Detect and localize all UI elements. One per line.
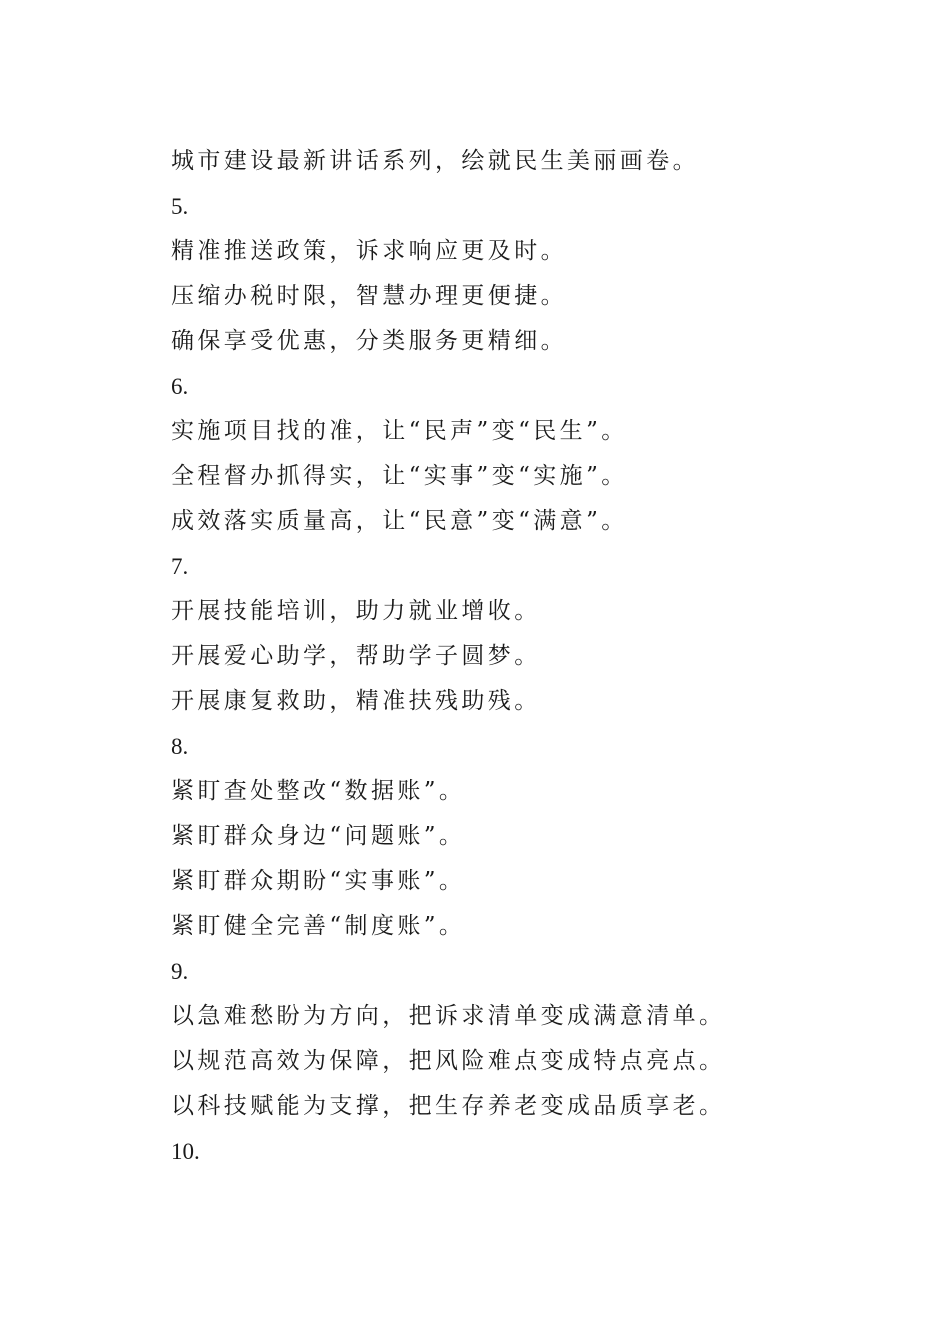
text-line: 紧盯群众身边“问题账”。: [171, 823, 466, 849]
text-line: 以科技赋能为支撑，把生存养老变成品质享老。: [171, 1093, 726, 1119]
text-line: 紧盯查处整改“数据账”。: [171, 778, 466, 804]
text-line: 实施项目找的准，让“民声”变“民生”。: [171, 418, 628, 444]
section-number: 8.: [171, 734, 189, 759]
text-line: 紧盯健全完善“制度账”。: [171, 913, 466, 939]
section-number: 9.: [171, 959, 189, 984]
text-line: 成效落实质量高，让“民意”变“满意”。: [171, 508, 628, 534]
section-number: 7.: [171, 554, 189, 579]
document-body: [171, 139, 871, 1174]
text-line: 确保享受优惠，分类服务更精细。: [171, 328, 567, 354]
section-number: 6.: [171, 374, 189, 399]
text-line: 全程督办抓得实，让“实事”变“实施”。: [171, 463, 628, 489]
text-line: 以急难愁盼为方向，把诉求清单变成满意清单。: [171, 1003, 726, 1029]
text-line: 城市建设最新讲话系列，绘就民生美丽画卷。: [171, 148, 699, 174]
text-line: 开展爱心助学，帮助学子圆梦。: [171, 643, 541, 669]
text-line: 紧盯群众期盼“实事账”。: [171, 868, 466, 894]
text-line: 开展技能培训，助力就业增收。: [171, 598, 541, 624]
text-line: 开展康复救助，精准扶残助残。: [171, 688, 541, 714]
section-number: 5.: [171, 194, 189, 219]
section-number: 10.: [171, 1139, 200, 1164]
text-line: 压缩办税时限，智慧办理更便捷。: [171, 283, 567, 309]
text-line: 以规范高效为保障，把风险难点变成特点亮点。: [171, 1048, 726, 1074]
text-line: 精准推送政策，诉求响应更及时。: [171, 238, 567, 264]
